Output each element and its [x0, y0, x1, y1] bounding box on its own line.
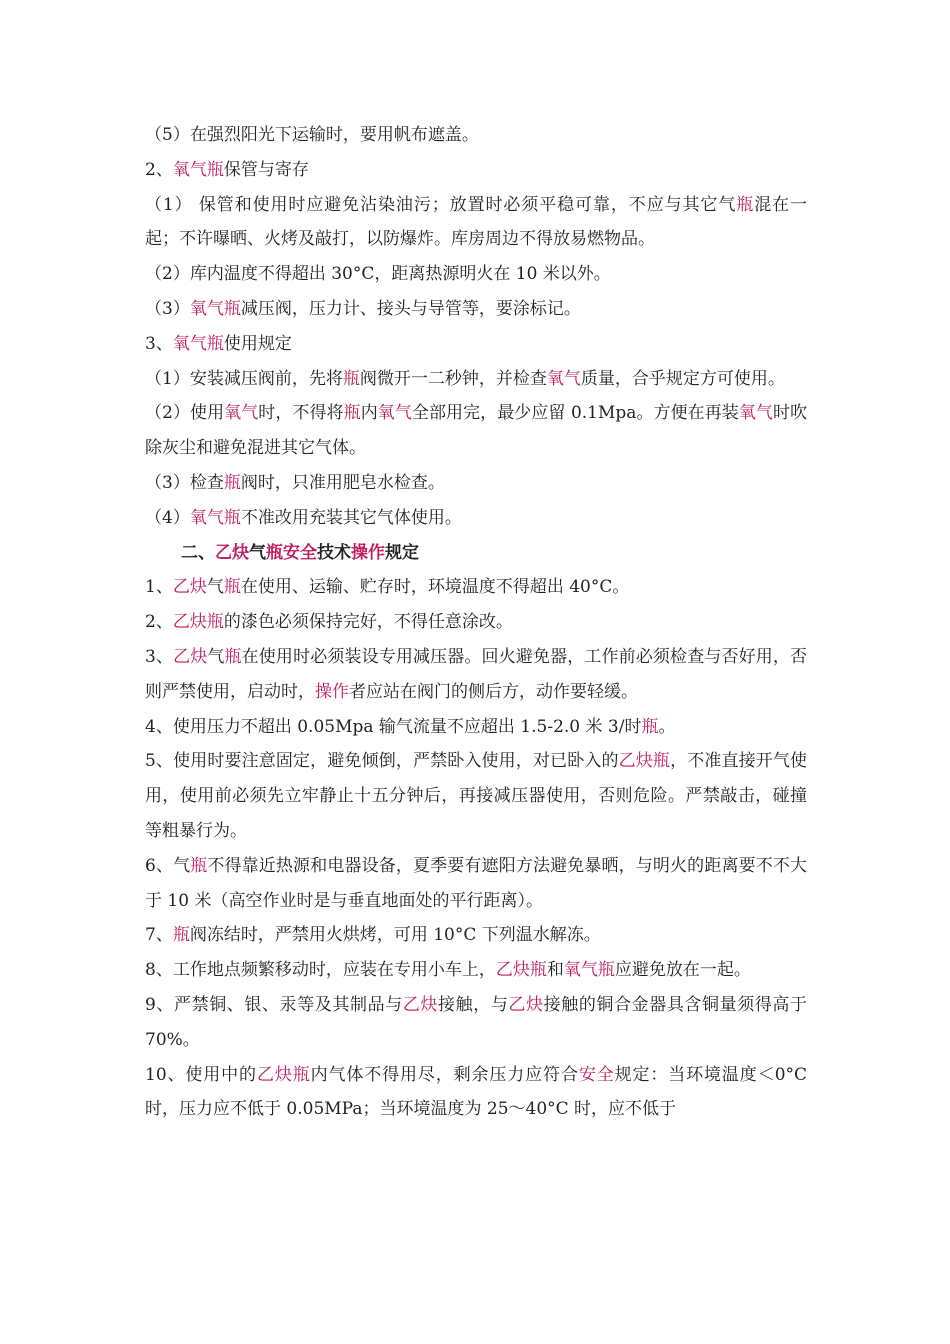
- highlighted-term: 瓶: [224, 646, 242, 667]
- highlighted-term: 瓶安全: [266, 542, 317, 563]
- text-run: 1、: [145, 577, 173, 598]
- paragraph: [145, 153, 807, 188]
- text-run: 接触，与: [438, 994, 509, 1015]
- text-run: 时，不得将: [258, 403, 344, 424]
- text-run: （1）安装减压阀前，先将: [145, 368, 343, 389]
- paragraph: [145, 953, 807, 988]
- paragraph: [145, 118, 807, 153]
- highlighted-term: 瓶: [223, 472, 241, 493]
- highlighted-term: 瓶: [736, 194, 755, 215]
- highlighted-term: 乙炔: [215, 542, 249, 563]
- text-run: （3）检查: [145, 472, 224, 493]
- text-run: 10、使用中的: [145, 1064, 257, 1085]
- text-run: 规定：当环境温度＜0°C 时，压力应不低于 0.05MPa；当环境温度为 25～40°C 时，应不低于: [145, 1064, 808, 1120]
- text-run: （5）在强烈阳光下运输时，要用帆布遮盖。: [145, 125, 479, 145]
- text-run: 应避免放在一起。: [614, 960, 751, 981]
- text-run: （2）使用: [145, 403, 225, 424]
- text-run: 者应站在阀门的侧后方，动作要轻缓。: [349, 681, 638, 702]
- text-run: 保管与寄存: [223, 159, 309, 180]
- highlighted-term: 氧气: [224, 403, 259, 424]
- text-run: 气: [207, 646, 225, 667]
- text-run: 气: [249, 542, 266, 563]
- text-run: 7、: [145, 925, 173, 946]
- text-run: 内: [360, 403, 378, 424]
- highlighted-term: 乙炔: [508, 994, 544, 1015]
- highlighted-term: 氧气: [738, 403, 773, 424]
- highlighted-term: 氧气: [377, 403, 412, 424]
- highlighted-term: 瓶: [223, 577, 241, 598]
- text-run: 减压阀，压力计、接头与导管等，要涂标记。: [240, 298, 581, 319]
- text-run: （3）: [145, 298, 190, 319]
- highlighted-term: 乙炔: [172, 577, 207, 598]
- text-run: 2、: [145, 612, 173, 633]
- highlighted-term: 瓶: [343, 403, 361, 424]
- paragraph: [145, 1058, 807, 1128]
- text-run: 在使用、运输、贮存时，环境温度不得超出 40°C。: [240, 577, 630, 598]
- highlighted-term: 乙炔: [173, 646, 208, 667]
- text-run: 全部用完，最少应留 0.1Mpa。方便在再装: [411, 403, 739, 424]
- text-run: 混在一起；不许曝晒、火烤及敲打，以防爆炸。库房周边不得放易燃物品。: [145, 194, 808, 250]
- text-run: 不得靠近热源和电器设备，夏季要有遮阳方法避免暴晒，与明火的距离要不不大于 10 米（高空作业时是与垂直地面处的平行距离）。: [145, 855, 808, 911]
- paragraph: [145, 988, 807, 1058]
- paragraph: [145, 710, 807, 745]
- text-run: 5、使用时要注意固定，避免倾倒，严禁卧入使用，对已卧入的: [145, 751, 619, 772]
- highlighted-term: 瓶: [172, 925, 190, 946]
- text-run: 9、严禁铜、银、汞等及其制品与: [145, 994, 403, 1015]
- highlighted-term: 氧气瓶: [189, 298, 241, 319]
- highlighted-term: 瓶: [641, 716, 659, 737]
- text-run: 阀微开一二秒钟，并检查: [359, 368, 547, 389]
- paragraph: [145, 257, 807, 292]
- paragraph: [145, 744, 807, 848]
- paragraph: [145, 188, 807, 258]
- highlighted-term: 氧气瓶: [172, 333, 224, 354]
- document-body: [145, 118, 807, 1127]
- text-run: 二、: [181, 542, 215, 563]
- text-run: 气: [206, 577, 224, 598]
- text-run: 3、: [145, 333, 173, 354]
- highlighted-term: 操作: [315, 681, 349, 702]
- paragraph: [145, 849, 807, 919]
- text-run: （4）: [145, 507, 190, 528]
- text-run: 的漆色必须保持完好，不得任意涂改。: [223, 612, 513, 633]
- paragraph: [145, 396, 807, 466]
- text-run: 3、: [145, 646, 174, 667]
- paragraph: [145, 292, 807, 327]
- paragraph: [145, 640, 807, 710]
- paragraph: [145, 918, 807, 953]
- highlighted-term: 操作: [351, 542, 385, 563]
- text-run: 6、气: [145, 855, 191, 876]
- highlighted-term: 乙炔瓶: [256, 1064, 311, 1085]
- highlighted-term: 乙炔瓶: [495, 960, 547, 981]
- highlighted-term: 氧气: [546, 368, 581, 389]
- paragraph: [145, 570, 807, 605]
- paragraph: [145, 501, 807, 536]
- text-run: 和: [546, 960, 564, 981]
- paragraph: [145, 362, 807, 397]
- highlighted-term: 乙炔: [402, 994, 439, 1015]
- text-run: 接触的铜合金器具含铜量须得高于 70%。: [145, 994, 808, 1050]
- highlighted-term: 氧气瓶: [563, 960, 615, 981]
- text-run: 8、工作地点频繁移动时，应装在专用小车上，: [145, 960, 496, 981]
- highlighted-term: 乙炔瓶: [618, 751, 671, 772]
- highlighted-term: 乙炔瓶: [172, 612, 224, 633]
- text-run: 2、: [145, 159, 173, 180]
- text-run: 。: [658, 716, 676, 737]
- text-run: 技术: [317, 542, 351, 563]
- text-run: 不准改用充装其它气体使用。: [240, 507, 462, 528]
- highlighted-term: 瓶: [190, 855, 208, 876]
- text-run: 质量，合乎规定方可使用。: [580, 368, 785, 389]
- text-run: 阀时，只准用肥皂水检查。: [240, 472, 445, 493]
- text-run: 4、使用压力不超出 0.05Mpa 输气流量不应超出 1.5-2.0 米 3/时: [145, 716, 642, 737]
- text-run: 内气体不得用尽，剩余压力应符合: [310, 1064, 579, 1085]
- highlighted-term: 瓶: [342, 368, 360, 389]
- text-run: （1） 保管和使用时应避免沾染油污；放置时必须平稳可靠，不应与其它气: [145, 194, 737, 215]
- text-run: （2）库内温度不得超出 30°C，距离热源明火在 10 米以外。: [145, 264, 611, 285]
- text-run: 在使用时必须装设专用减压器。回火避免器，工作前必须检查与否好用，否则严禁使用，启动时，: [145, 646, 808, 702]
- text-run: ，不准直接开气使用，使用前必须先立牢静止十五分钟后，再接减压器使用，否则危险。严禁敲击，碰撞等粗暴行为。: [145, 751, 808, 841]
- text-run: 规定: [385, 542, 419, 563]
- section-heading: [145, 536, 807, 571]
- highlighted-term: 氧气瓶: [172, 159, 224, 180]
- paragraph: [145, 466, 807, 501]
- paragraph: [145, 327, 807, 362]
- highlighted-term: 氧气瓶: [189, 507, 241, 528]
- text-run: 时吹除灰尘和避免混进其它气体。: [145, 403, 808, 459]
- paragraph: [145, 605, 807, 640]
- text-run: 使用规定: [223, 333, 292, 354]
- highlighted-term: 安全: [578, 1064, 615, 1085]
- text-run: 阀冻结时，严禁用火烘烤，可用 10°C 下列温水解冻。: [189, 925, 601, 946]
